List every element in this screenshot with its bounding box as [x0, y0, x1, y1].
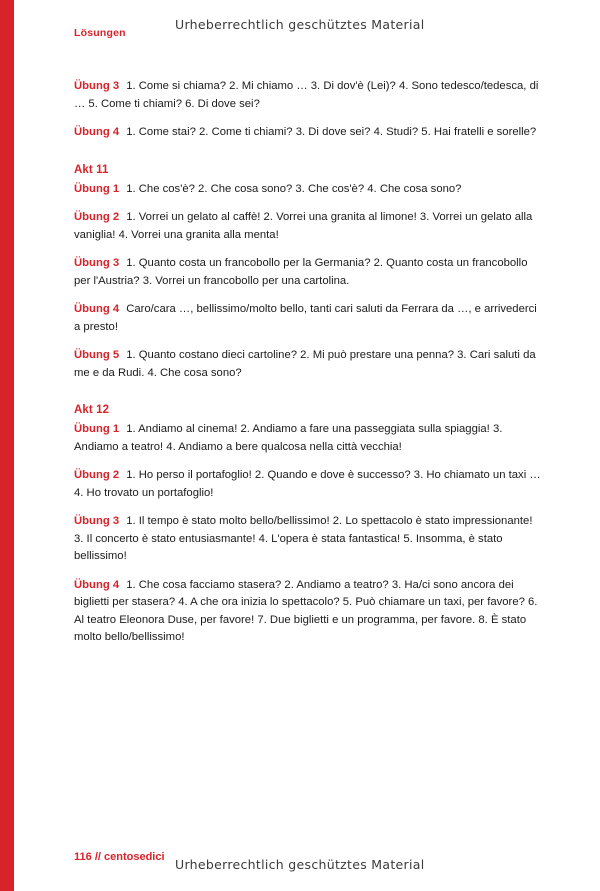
exercise-label: Übung 1: [74, 423, 120, 435]
exercise-text: 1. Ho perso il portafoglio! 2. Quando e dove è successo? 3. Ho chiamato un taxi … 4. Ho trovato un portafoglio!: [74, 469, 541, 499]
exercise-text: 1. Quanto costa un francobollo per la Germania? 2. Quanto costa un francobollo per l'Austria? 3. Vorrei un francobollo per una cartolina.: [74, 257, 528, 287]
exercise-label: Übung 2: [74, 211, 120, 223]
list-item: [74, 513, 544, 566]
exercise-label: Übung 4: [74, 126, 120, 138]
exercise-label: Übung 3: [74, 515, 120, 527]
running-head: Lösungen: [74, 27, 126, 39]
exercise-text: 1. Che cos'è? 2. Che cosa sono? 3. Che cos'è? 4. Che cosa sono?: [126, 182, 462, 195]
list-item: [74, 124, 544, 142]
exercise-label: Übung 3: [74, 80, 120, 92]
section-heading-akt-12: Akt 12: [74, 404, 110, 416]
page-separator: //: [94, 851, 101, 863]
exercise-text: Caro/cara …, bellissimo/molto bello, tanti cari saluti da Ferrara da …, e arrivederci a presto!: [74, 303, 537, 333]
page-edge-accent-bar: [0, 0, 14, 891]
section-heading-akt-11: Akt 11: [74, 163, 109, 176]
exercise-label: Übung 3: [74, 257, 120, 269]
list-item: [74, 347, 544, 382]
exercise-text: 1. Come si chiama? 2. Mi chiamo … 3. Di dov'è (Lei)? 4. Sono tedesco/tedesca, di … 5. Come ti chiami? 6. Di dove sei?: [74, 80, 539, 110]
list-item: [74, 181, 544, 199]
list-item: [74, 301, 544, 336]
list-item: [74, 577, 544, 647]
list-item: [74, 421, 544, 456]
list-item: [74, 467, 544, 502]
list-item: [74, 255, 544, 290]
solutions-content: [74, 78, 544, 658]
exercise-label: Übung 4: [74, 578, 120, 591]
exercise-text: 1. Come stai? 2. Come ti chiami? 3. Di dove sei? 4. Studi? 5. Hai fratelli e sorelle?: [126, 126, 537, 138]
page-number: 116: [74, 851, 92, 863]
exercise-text: 1. Che cosa facciamo stasera? 2. Andiamo a teatro? 3. Ha/ci sono ancora dei biglietti per stasera? 4. A che ora inizia lo spettacolo? 5. Può chiamare un taxi, per favore? 6. Al teatro Eleonora Duse, per favore! 7. Due biglietti e un programma, per favore. 8. È stato molto bello/bellissimo!: [74, 578, 538, 643]
exercise-label: Übung 4: [74, 303, 120, 315]
exercise-label: Übung 2: [74, 469, 120, 481]
list-item: [74, 209, 544, 244]
watermark-top: Urheberrechtlich geschütztes Material: [175, 17, 425, 32]
page-footer: [74, 851, 165, 863]
exercise-label: Übung 5: [74, 349, 120, 361]
exercise-text: 1. Andiamo al cinema! 2. Andiamo a fare una passeggiata sulla spiaggia! 3. Andiamo a teatro! 4. Andiamo a bere qualcosa nella città vecchia!: [74, 423, 503, 453]
page-number-word: centosedici: [104, 851, 165, 863]
exercise-text: 1. Il tempo è stato molto bello/bellissimo! 2. Lo spettacolo è stato impressionante! 3. Il concerto è stato entusiasmante! 4. L'opera è stata fantastica! 5. Insomma, è stato bellissimo!: [74, 515, 533, 562]
exercise-text: 1. Vorrei un gelato al caffè! 2. Vorrei una granita al limone! 3. Vorrei un gelato alla vaniglia! 4. Vorrei una granita alla menta!: [74, 211, 533, 241]
exercise-label: Übung 1: [74, 182, 120, 195]
watermark-bottom: Urheberrechtlich geschütztes Material: [175, 857, 425, 872]
exercise-text: 1. Quanto costano dieci cartoline? 2. Mi può prestare una penna? 3. Cari saluti da me e da Rudi. 4. Che cosa sono?: [74, 349, 536, 379]
list-item: [74, 78, 544, 113]
